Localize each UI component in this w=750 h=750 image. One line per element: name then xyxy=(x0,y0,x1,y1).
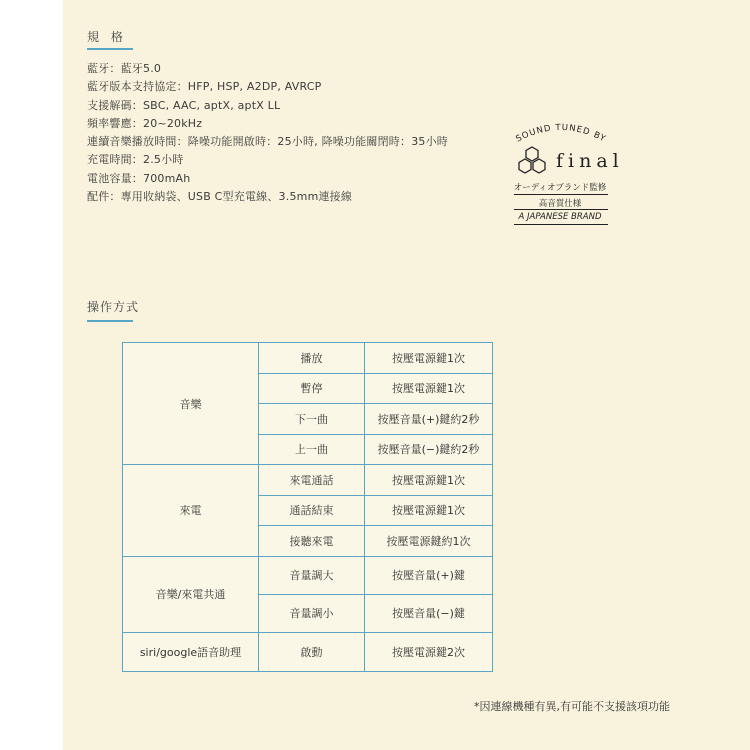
function-cell: 暫停 xyxy=(259,373,365,404)
spec-item: 支援解碼：SBC, AAC, aptX, aptX LL xyxy=(87,98,281,112)
function-cell: 播放 xyxy=(259,343,365,374)
logo-line-3: A JAPANESE BRAND xyxy=(518,212,602,222)
category-cell: 音樂 xyxy=(123,343,259,465)
category-cell: siri/google語音助理 xyxy=(123,632,259,671)
specs-list xyxy=(87,60,448,206)
spec-item: 充電時間：2.5小時 xyxy=(87,153,184,167)
action-cell: 按壓音量(−)鍵約2秒 xyxy=(365,434,493,465)
logo-rule xyxy=(514,224,608,225)
operation-title: 操作方式 xyxy=(87,300,140,314)
function-cell: 來電通話 xyxy=(259,465,365,496)
function-cell: 下一曲 xyxy=(259,404,365,435)
action-cell: 按壓電源鍵1次 xyxy=(365,465,493,496)
action-cell: 按壓音量(−)鍵 xyxy=(365,594,493,632)
spec-item: 頻率響應：20~20kHz xyxy=(87,116,203,130)
specs-title: 規 格 xyxy=(87,30,127,44)
action-cell: 按壓電源鍵1次 xyxy=(365,343,493,374)
logo-brand: final xyxy=(556,150,624,172)
category-cell: 音樂/來電共通 xyxy=(123,556,259,632)
table-row xyxy=(123,632,493,671)
specs-title-underline xyxy=(87,48,133,50)
logo-rule xyxy=(514,209,608,210)
table-row xyxy=(123,343,493,374)
spec-item: 電池容量：700mAh xyxy=(87,171,191,185)
action-cell: 按壓電源鍵2次 xyxy=(365,632,493,671)
svg-text:SOUND TUNED BY: SOUND TUNED BY xyxy=(514,122,608,145)
action-cell: 按壓音量(+)鍵 xyxy=(365,556,493,594)
action-cell: 按壓音量(+)鍵約2秒 xyxy=(365,404,493,435)
operation-title-underline xyxy=(87,320,133,322)
spec-item: 連續音樂播放時間：降噪功能開啟時：25小時, 降噪功能關閉時：35小時 xyxy=(87,135,448,149)
function-cell: 音量調小 xyxy=(259,594,365,632)
compatibility-note: *因連線機種有異,有可能不支援該項功能 xyxy=(474,700,670,713)
spec-item: 藍牙版本支持協定：HFP, HSP, A2DP, AVRCP xyxy=(87,80,322,94)
category-cell: 來電 xyxy=(123,465,259,557)
function-cell: 通話結束 xyxy=(259,495,365,526)
function-cell: 接聽來電 xyxy=(259,526,365,557)
action-cell: 按壓電源鍵約1次 xyxy=(365,526,493,557)
function-cell: 上一曲 xyxy=(259,434,365,465)
final-logo xyxy=(508,118,624,230)
function-cell: 啟動 xyxy=(259,632,365,671)
table-row xyxy=(123,465,493,496)
action-cell: 按壓電源鍵1次 xyxy=(365,495,493,526)
table-row xyxy=(123,556,493,594)
spec-item: 藍牙：藍牙5.0 xyxy=(87,62,162,75)
operation-table xyxy=(122,342,493,672)
logo-rule xyxy=(514,194,608,195)
logo-line-1: オーディオブランド監修 xyxy=(513,183,607,193)
logo-line-2: 高音質仕様 xyxy=(538,199,582,209)
hexagon-cluster-icon xyxy=(512,146,552,174)
function-cell: 音量調大 xyxy=(259,556,365,594)
spec-item: 配件：專用收納袋、USB C型充電線、3.5mm連接線 xyxy=(87,190,353,204)
action-cell: 按壓電源鍵1次 xyxy=(365,373,493,404)
